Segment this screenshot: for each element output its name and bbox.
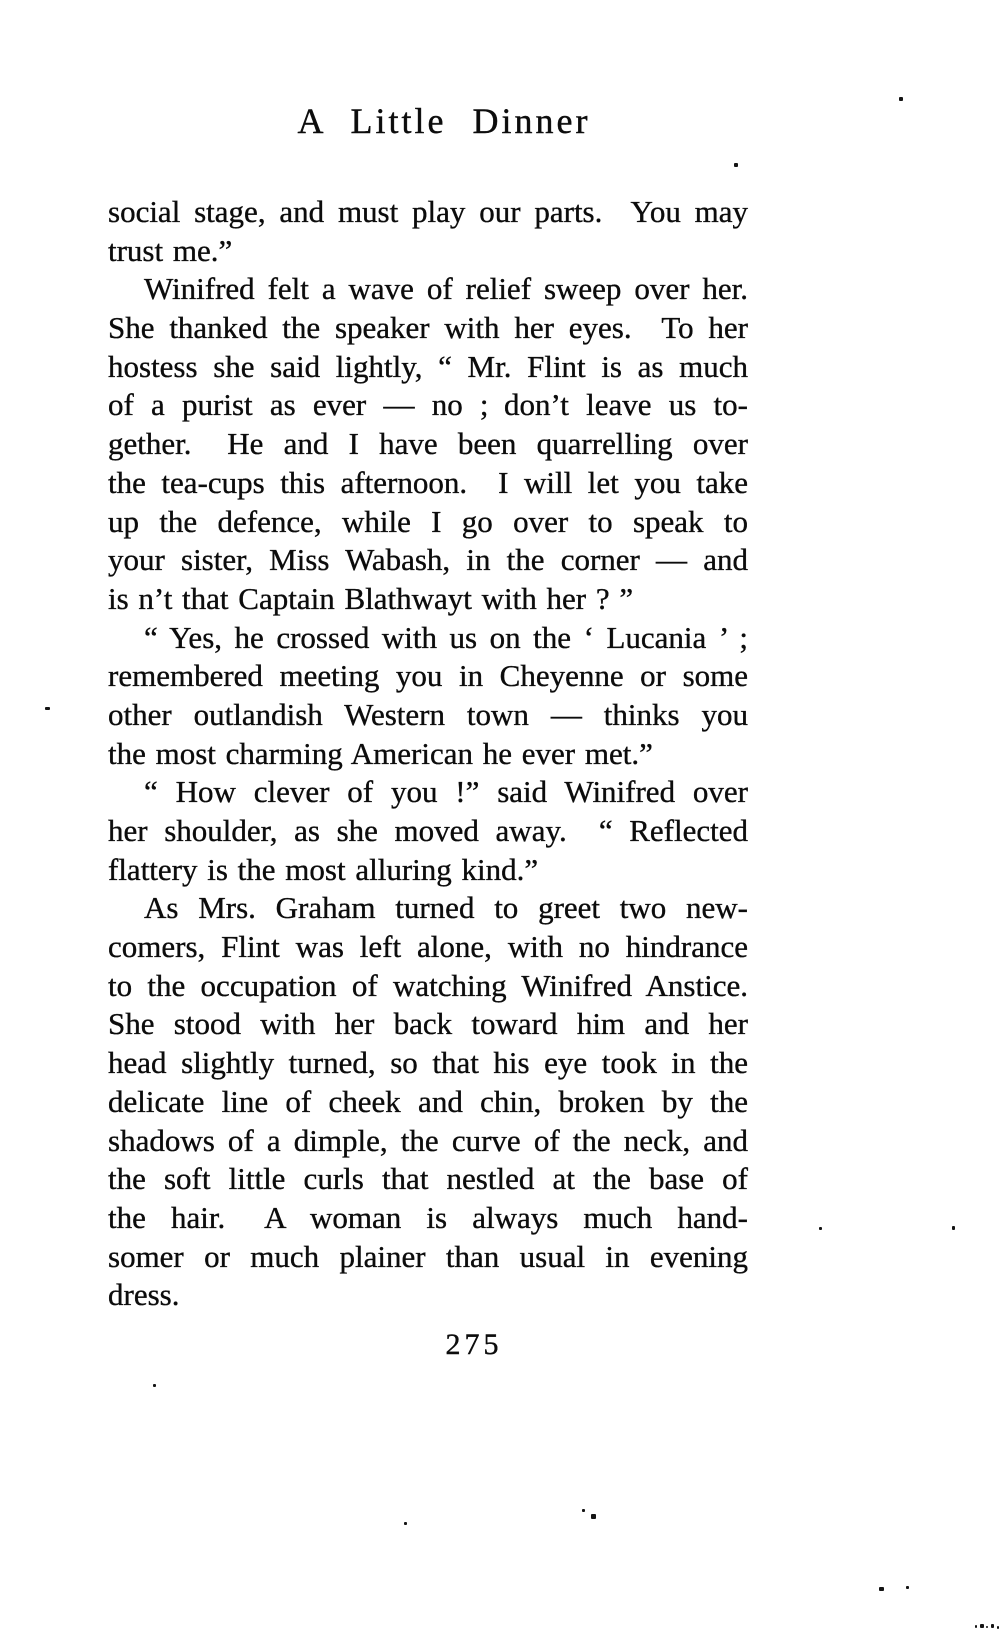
chapter-title: A Little Dinner — [297, 101, 591, 141]
text-line: shadows of a dimple, the curve of the neck, and — [108, 1122, 748, 1158]
text-line: social stage, and must play our parts. You may — [108, 194, 748, 229]
scan-speck — [45, 707, 50, 710]
text-line: is n’t that Captain Blathwayt with her ? ” — [108, 580, 634, 616]
text-line: to the occupation of watching Winifred Anstice. — [108, 967, 748, 1003]
scan-speck — [899, 97, 903, 101]
text-line: She stood with her back toward him and her — [108, 1006, 748, 1042]
page-number: 275 — [445, 1328, 503, 1361]
text-line: flattery is the most alluring kind.” — [108, 851, 539, 887]
scan-speck — [734, 163, 738, 167]
scan-speck — [986, 1626, 988, 1628]
text-line: the tea-cups this afternoon. I will let you take — [108, 464, 748, 500]
text-line: delicate line of cheek and chin, broken by the — [108, 1083, 748, 1119]
scan-speck — [906, 1586, 909, 1589]
text-line: the hair. A woman is always much hand- — [108, 1199, 748, 1235]
text-line: hostess she said lightly, “ Mr. Flint is as much — [108, 348, 748, 384]
text-line: your sister, Miss Wabash, in the corner — and — [108, 542, 748, 578]
text-line: the soft little curls that nestled at the base of — [108, 1161, 748, 1197]
text-line: “ Yes, he crossed with us on the ‘ Lucania ’ ; — [144, 619, 748, 655]
text-line: “ How clever of you !” said Winifred over — [144, 774, 748, 810]
text-line: She thanked the speaker with her eyes. To her — [108, 310, 748, 346]
scan-speck — [153, 1384, 156, 1387]
body-text — [108, 193, 748, 1315]
text-line: comers, Flint was left alone, with no hindrance — [108, 929, 748, 965]
text-line: As Mrs. Graham turned to greet two new- — [144, 890, 748, 926]
text-line: somer or much plainer than usual in evening — [108, 1238, 748, 1274]
scan-speck — [591, 1514, 596, 1519]
scan-speck — [879, 1587, 884, 1591]
scan-speck — [819, 1227, 822, 1230]
text-line: Winifred felt a wave of relief sweep over her. — [144, 271, 748, 307]
text-line: the most charming American he ever met.” — [108, 735, 653, 771]
scan-speck — [975, 1625, 977, 1628]
text-line: her shoulder, as she moved away. “ Reflected — [108, 813, 748, 848]
scan-speck — [952, 1226, 955, 1230]
text-line: gether. He and I have been quarrelling over — [108, 426, 748, 462]
text-line: trust me.” — [108, 232, 233, 268]
text-line: head slightly turned, so that his eye took in the — [108, 1045, 748, 1081]
scan-speck — [582, 1509, 585, 1512]
text-line: of a purist as ever — no ; don’t leave us to- — [108, 387, 748, 423]
text-line: up the defence, while I go over to speak to — [108, 503, 748, 539]
scan-speck — [980, 1624, 984, 1628]
scan-speck — [991, 1624, 994, 1628]
scan-speck — [404, 1522, 407, 1525]
text-line: other outlandish Western town — thinks you — [108, 696, 748, 732]
scan-speck — [997, 1626, 999, 1629]
text-line: remembered meeting you in Cheyenne or some — [108, 658, 748, 694]
text-line: dress. — [108, 1277, 180, 1313]
